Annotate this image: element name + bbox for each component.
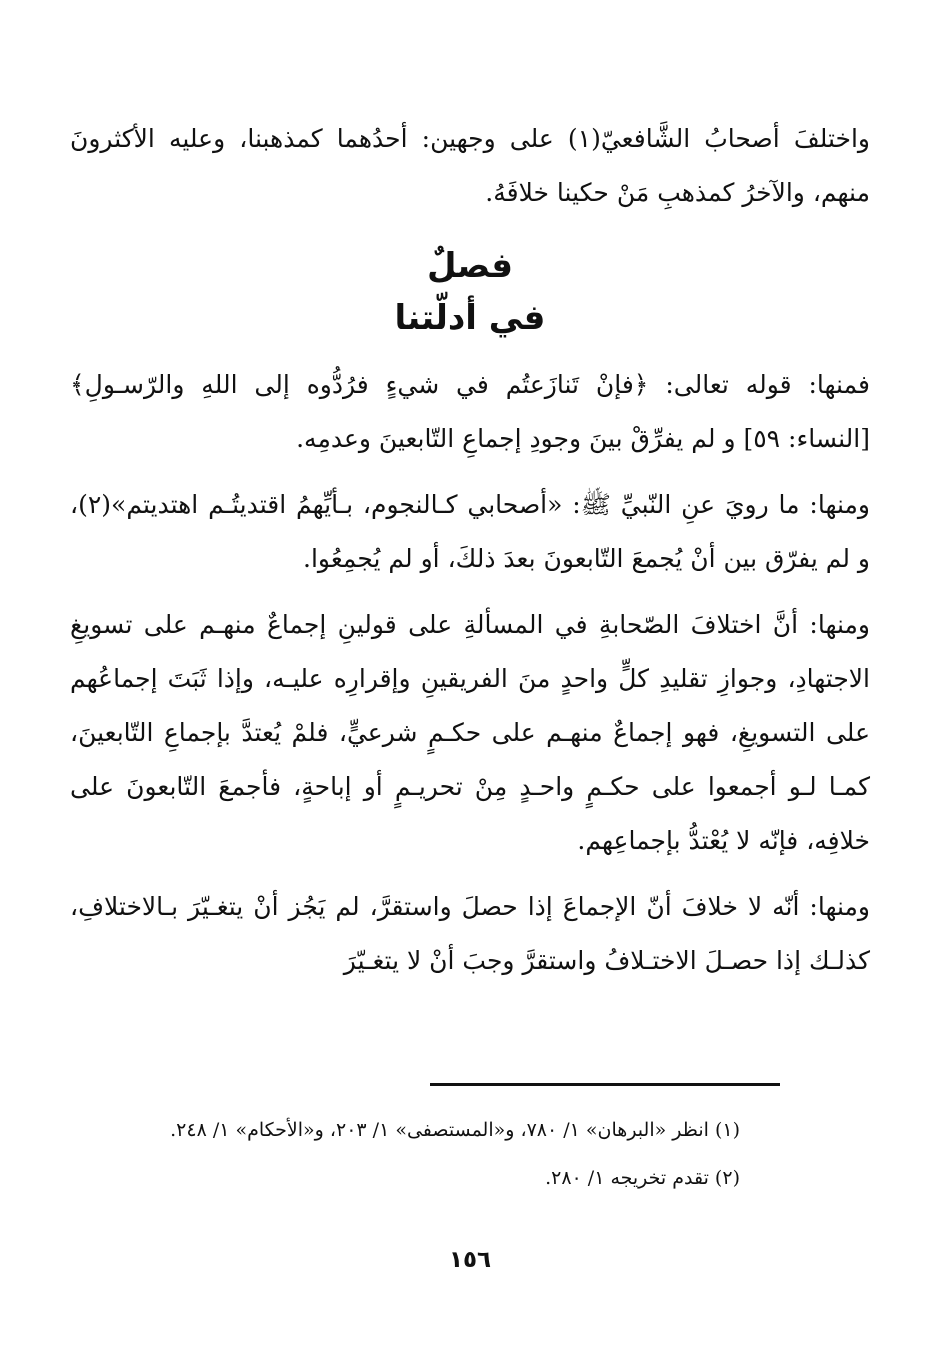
section-heading-title: فصلٌ: [426, 246, 514, 286]
paragraph-evidence-hadith: ومنها: ما رويَ عنِ النّبيِّ ﷺ: «أصحابي كـالنجوم، بـأيِّهمُ اقتديتُـم اهتديتم»(٢)، و لم يفرّق بين أنْ يُجمعَ التّابعونَ بعدَ ذلكَ، أو لم يُجمِعُوا.: [70, 490, 870, 573]
footnote-divider: [430, 1083, 780, 1086]
footnote-1: (١) انظر «البرهان» ١/ ٧٨٠، و«المستصفى» ١/ ٢٠٣، و«الأحكام» ١/ ٢٤٨.: [170, 1119, 740, 1141]
main-text: [70, 112, 870, 1000]
paragraph-evidence-consensus: ومنها: أنَّ اختلافَ الصّحابةِ في المسألةِ على قولينِ إجماعٌ منهـم على تسويغِ الاجتهادِ، وجوازِ تقليدِ كلٍّ واحدٍ منَ الفريقينِ وإقرارِه عليـه، وإذا ثَبَتَ إجماعُهم على التسويغِ، فهو إجماعٌ منهـم على حكـمٍ شرعيٍّ، فلمْ يُعتدَّ بإجماعِ التّابعينَ، كمـا لـو أجمعوا على حكـمٍ واحـدٍ مِنْ تحريـمٍ أو إباحةٍ، فأجمعَ التّابعونَ على خلافِه، فإنّه لا يُعْتدُّ بإجماعِهم.: [70, 610, 870, 855]
paragraph-evidence-quran: فمنها: قوله تعالى: ﴿فإنْ تَنازَعتُم في شيءٍ فرُدُّوه إلى اللهِ والرّسـولِ﴾ [النساء: ٥٩] و لم يفرِّقْ بينَ وجودِ إجماعِ التّابعينَ وعدمِه.: [70, 370, 870, 453]
footnote-2: (٢) تقدم تخريجه ١/ ٢٨٠.: [545, 1167, 740, 1189]
section-heading: [70, 240, 870, 344]
paragraph-evidence-analogy: ومنها: أنّه لا خلافَ أنّ الإجماعَ إذا حصلَ واستقرَّ، لم يَجُز أنْ يتغـيّرَ بـالاختلافِ، كذلـك إذا حصـلَ الاختـلافُ واستقرَّ وجبَ أنْ لا يتغـيّرَ: [70, 892, 870, 975]
footnotes: [90, 1106, 740, 1202]
page-number: ١٥٦: [448, 1247, 492, 1273]
paragraph-intro: واختلفَ أصحابُ الشَّافعيّ(١) على وجهين: أحدُهما كمذهبنا، وعليه الأكثرونَ منهم، والآخرُ كمذهبِ مَنْ حكينا خلافَهُ.: [70, 124, 870, 207]
section-heading-subtitle: في أدلّتنا: [394, 298, 546, 338]
